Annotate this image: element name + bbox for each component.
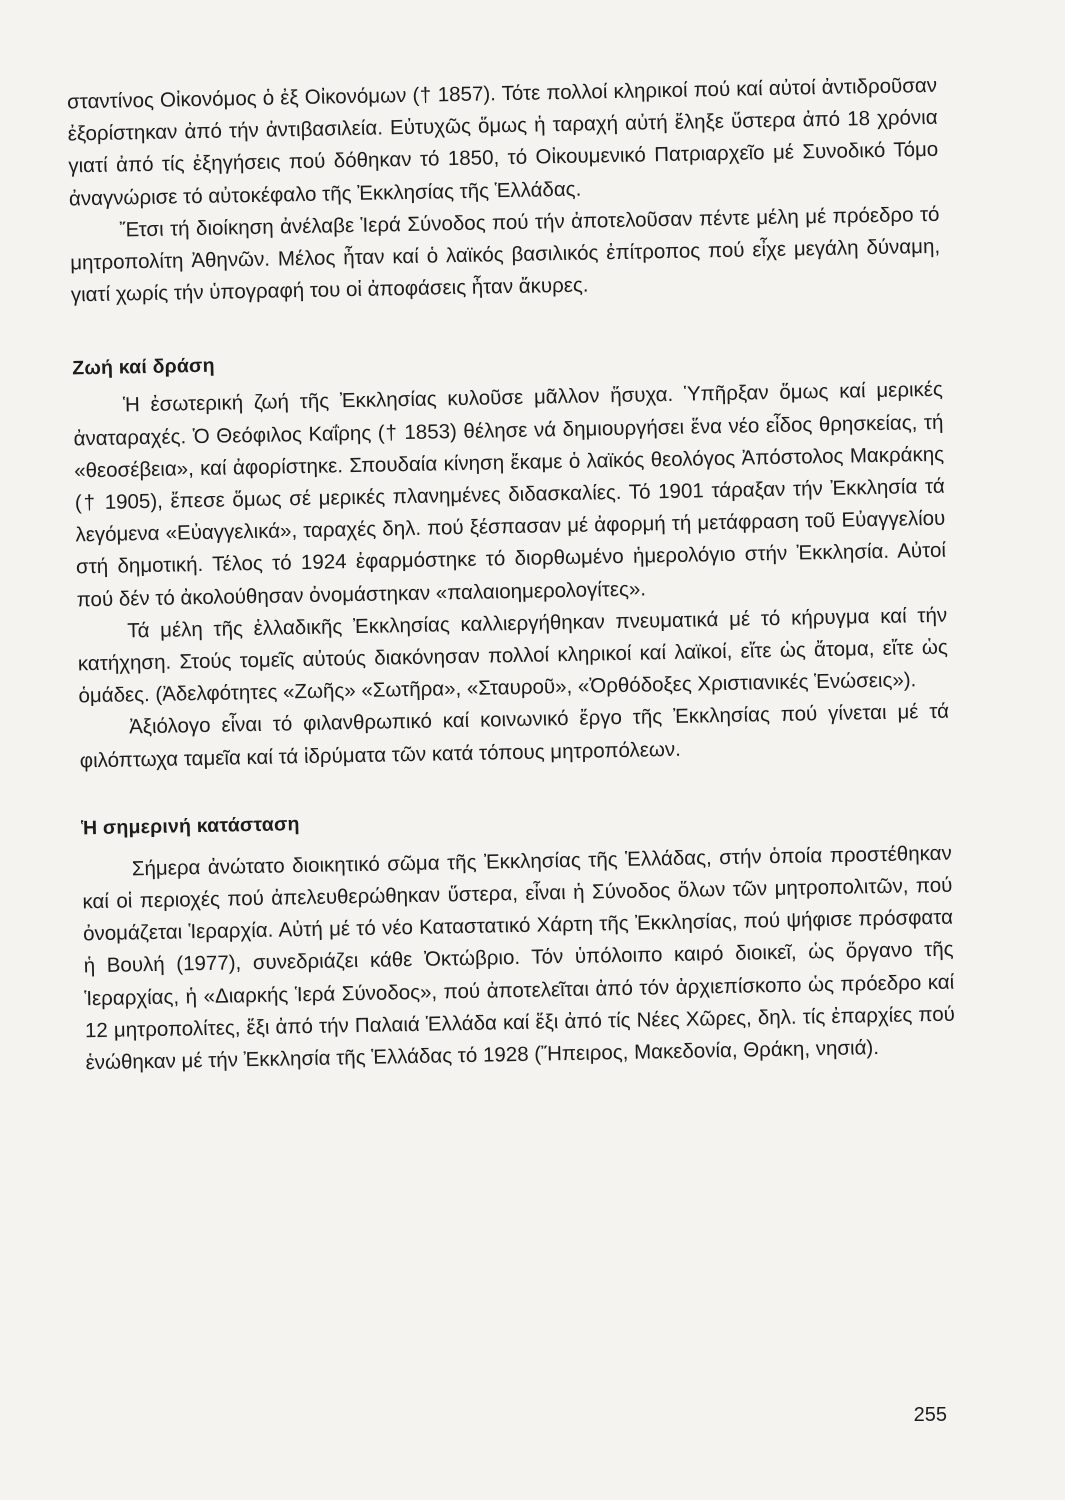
section-heading-zoi-kai-drasi: Ζωή καί δράση: [72, 355, 215, 380]
paragraph-5: Ἀξιόλογο εἶναι τό φιλανθρωπικό καί κοινωνικό ἔργο τῆς Ἐκκλησίας πού γίνεται μέ τά φιλόπτωχα ταμεῖα καί τά ἱδρύματα τῶν κατά τόπους μητροπόλεων.: [79, 700, 950, 773]
book-page: [67, 70, 963, 1466]
paragraph-2: Ἔτσι τή διοίκηση ἀνέλαβε Ἱερά Σύνοδος πού τήν ἀποτελοῦσαν πέντε μέλη μέ πρόεδρο τό μητροπολίτη Ἀθηνῶν. Μέλος ἦταν καί ὁ λαϊκός βασιλικός ἐπίτροπος πού εἶχε μεγάλη δύναμη, γιατί χωρίς τήν ὑπογραφή του οἱ ἀποφάσεις ἦταν ἄκυρες.: [70, 202, 941, 307]
section-heading-simerini-katastasi: Ἡ σημερινή κατάσταση: [80, 813, 300, 840]
paragraph-6: Σήμερα ἀνώτατο διοικητικό σῶμα τῆς Ἐκκλησίας τῆς Ἑλλάδας, στήν ὁποία προστέθηκαν καί οἱ περιοχές πού ἀπελευθερώθηκαν ὕστερα, εἶναι ἡ Σύνοδος ὅλων τῶν μητροπολιτῶν, πού ὀνομάζεται Ἱεραρχία. Αὐτή μέ τό νέο Καταστατικό Χάρτη τῆς Ἐκκλησίας, πού ψήφισε πρόσφατα ἡ Βουλή (1977), συνεδριάζει κάθε Ὀκτώβριο. Τόν ὑπόλοιπο καιρό διοικεῖ, ὡς ὄργανο τῆς Ἱεραρχίας, ἡ «Διαρκής Ἱερά Σύνοδος», πού ἀποτελεῖται ἀπό τόν ἀρχιεπίσκοπο ὡς πρόεδρο καί 12 μητροπολίτες, ἕξι ἀπό τήν Παλαιά Ἑλλάδα καί ἕξι ἀπό τίς Νέες Χῶρες, δηλ. τίς ἐπαρχίες πού ἑνώθηκαν μέ τήν Ἐκκλησία τῆς Ἑλλάδας τό 1928 (Ἤπειρος, Μακεδονία, Θράκη, νησιά).: [82, 841, 956, 1075]
paragraph-3: Ἡ ἐσωτερική ζωή τῆς Ἐκκλησίας κυλοῦσε μᾶλλον ἥσυχα. Ὑπῆρξαν ὅμως καί μερικές ἀναταραχές. Ὁ Θεόφιλος Καΐρης († 1853) θέλησε νά δημιουργήσει ἕνα νέο εἶδος θρησκείας, τή «θεοσέβεια», καί ἀφορίστηκε. Σπουδαία κίνηση ἔκαμε ὁ λαϊκός θεολόγος Ἀπόστολος Μακράκης († 1905), ἔπεσε ὅμως σέ μερικές πλανημένες διδασκαλίες. Τό 1901 τάραξαν τήν Ἐκκλησία τά λεγόμενα «Εὐαγγελικά», ταραχές δηλ. πού ξέσπασαν μέ ἀφορμή τή μετάφραση τοῦ Εὐαγγελίου στή δημοτική. Τέλος τό 1924 ἐφαρμόστηκε τό διορθωμένο ἡμερολόγιο στήν Ἐκκλησία. Αὐτοί πού δέν τό ἀκολούθησαν ὀνομάστηκαν «παλαιοημερολογίτες».: [73, 378, 947, 612]
paragraph-1: σταντίνος Οἰκονόμος ὁ ἐξ Οἰκονόμων († 1857). Τότε πολλοί κληρικοί πού καί αὐτοί ἀντιδροῦσαν ἐξορίστηκαν ἀπό τήν ἀντιβασιλεία. Εὐτυχῶς ὅμως ἡ ταραχή αὐτή ἔληξε ὕστερα ἀπό 18 χρόνια γιατί ἀπό τίς ἐξηγήσεις πού δόθηκαν τό 1850, τό Οἰκουμενικό Πατριαρχεῖο μέ Συνοδικό Τόμο ἀναγνώρισε τό αὐτοκέφαλο τῆς Ἐκκλησίας τῆς Ἑλλάδας.: [66, 73, 939, 211]
page-number: 255: [913, 1404, 947, 1426]
paragraph-4: Τά μέλη τῆς ἑλλαδικῆς Ἐκκλησίας καλλιεργήθηκαν πνευματικά μέ τό κήρυγμα καί τήν κατήχηση. Στούς τομεῖς αὐτούς διακόνησαν πολλοί κληρικοί καί λαϊκοί, εἴτε ὡς ἄτομα, εἴτε ὡς ὁμάδες. (Ἀδελφότητες «Ζωῆς» «Σωτῆρα», «Σταυροῦ», «Ὀρθόδοξες Χριστιανικές Ἑνώσεις»).: [77, 603, 948, 708]
